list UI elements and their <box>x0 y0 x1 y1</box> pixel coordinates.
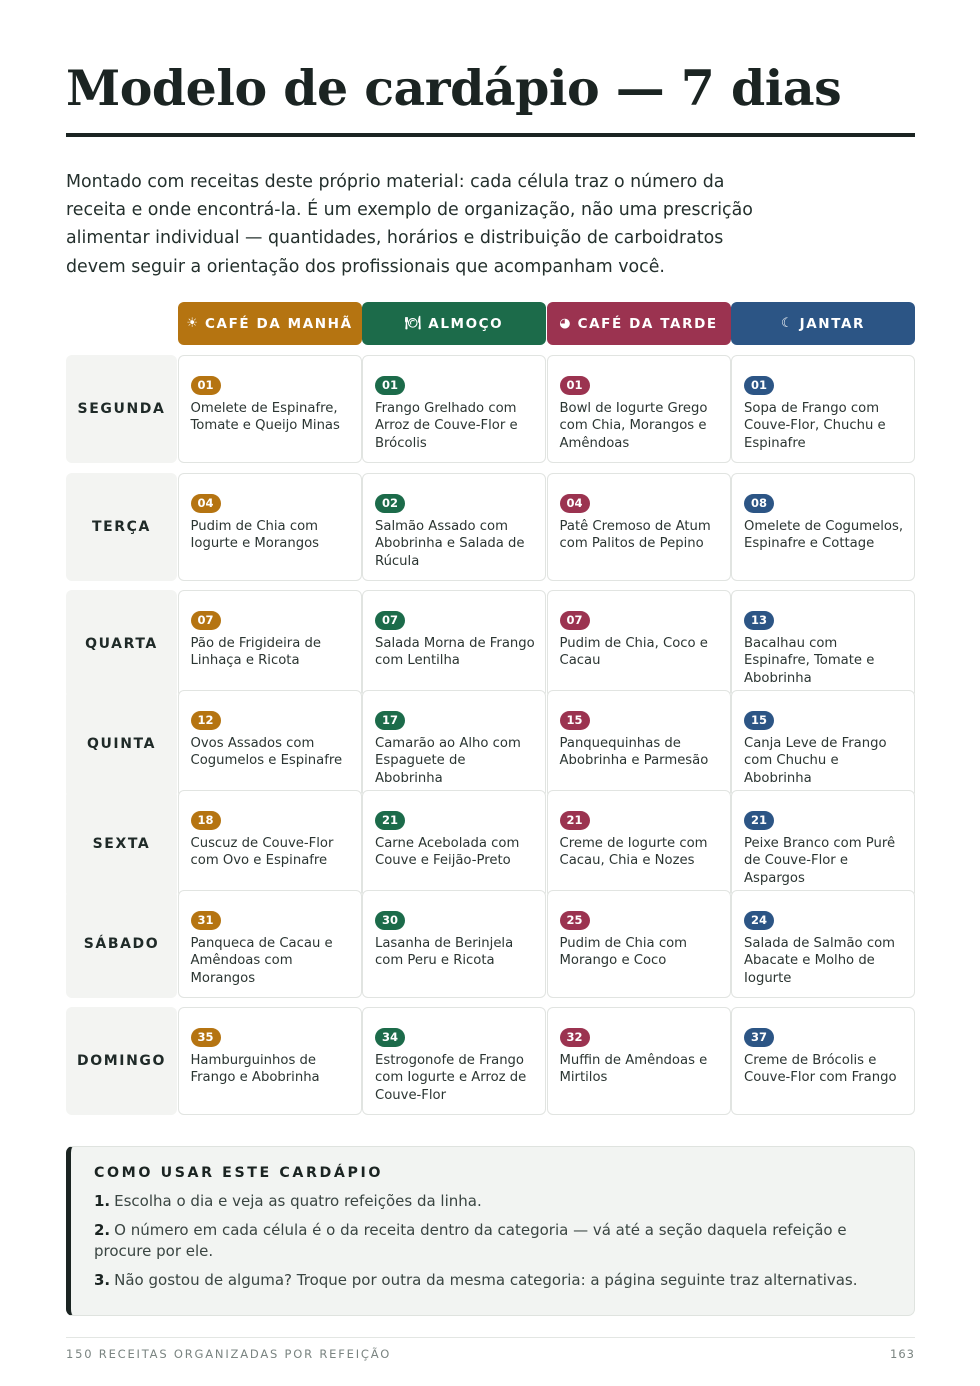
recipe-number-badge: 04 <box>191 494 221 513</box>
how-to-step <box>94 1270 870 1291</box>
menu-cell <box>547 355 731 463</box>
menu-cell <box>362 355 546 463</box>
recipe-number-badge: 01 <box>375 376 405 395</box>
menu-cell <box>731 590 915 698</box>
recipe-name: Salmão Assado com Abobrinha e Salada de Rúcula <box>375 519 525 569</box>
meal-header-dinner <box>731 302 915 345</box>
recipe-number-badge: 12 <box>191 711 221 730</box>
menu-cell <box>362 890 546 998</box>
moon-icon: ☾ <box>780 316 793 331</box>
how-to-box <box>66 1146 915 1316</box>
day-row <box>66 355 915 463</box>
recipe-name: Estrogonofe de Frango com Iogurte e Arroz de Couve-Flor <box>375 1053 527 1103</box>
menu-cell <box>547 690 731 798</box>
corner-spacer <box>66 302 177 345</box>
menu-cell <box>731 355 915 463</box>
menu-cell <box>178 590 362 698</box>
footer-divider <box>66 1337 915 1338</box>
recipe-number-badge: 25 <box>560 911 590 930</box>
recipe-number-badge: 35 <box>191 1028 221 1047</box>
recipe-number-badge: 30 <box>375 911 405 930</box>
recipe-name: Hamburguinhos de Frango e Abobrinha <box>190 1053 320 1086</box>
step-text: O número em cada célula é o da receita dentro da categoria — vá até a seção daquela refeição e procure por ele. <box>94 1221 847 1260</box>
menu-cell <box>731 690 915 798</box>
recipe-number-badge: 32 <box>560 1028 590 1047</box>
recipe-number-badge: 21 <box>560 811 590 830</box>
menu-cell <box>362 1007 546 1115</box>
recipe-number-badge: 34 <box>375 1028 405 1047</box>
recipe-number-badge: 07 <box>560 611 590 630</box>
recipe-number-badge: 24 <box>744 911 774 930</box>
recipe-name: Panqueca de Cacau e Amêndoas com Morangos <box>190 936 333 986</box>
recipe-name: Carne Acebolada com Couve e Feijão-Preto <box>375 836 520 869</box>
recipe-name: Camarão ao Alho com Espaguete de Abobrinha <box>375 736 521 786</box>
recipe-number-badge: 01 <box>560 376 590 395</box>
recipe-name: Sopa de Frango com Couve-Flor, Chuchu e Espinafre <box>744 401 886 451</box>
recipe-name: Salada Morna de Frango com Lentilha <box>375 636 535 669</box>
cup-icon: ◕ <box>559 316 571 331</box>
day-label: TERÇA <box>66 473 177 581</box>
meal-header-lunch <box>362 302 546 345</box>
recipe-number-badge: 31 <box>191 911 221 930</box>
meal-header-snack <box>547 302 731 345</box>
step-number: 3. <box>94 1271 111 1289</box>
recipe-name: Omelete de Espinafre, Tomate e Queijo Minas <box>190 401 340 434</box>
day-row <box>66 890 915 997</box>
day-label: DOMINGO <box>66 1007 177 1115</box>
menu-grid <box>66 302 915 1114</box>
meal-header-label: ALMOÇO <box>428 315 504 332</box>
menu-cell <box>731 890 915 998</box>
step-number: 1. <box>94 1192 111 1210</box>
menu-cell <box>362 473 546 581</box>
page-number: 163 <box>890 1347 915 1361</box>
recipe-name: Salada de Salmão com Abacate e Molho de Iogurte <box>744 936 895 986</box>
recipe-name: Lasanha de Berinjela com Peru e Ricota <box>375 936 514 969</box>
how-to-step <box>94 1220 870 1262</box>
day-label: SEGUNDA <box>66 355 177 463</box>
recipe-number-badge: 17 <box>375 711 405 730</box>
day-row <box>66 690 915 786</box>
menu-cell <box>547 1007 731 1115</box>
title-divider <box>66 133 915 137</box>
recipe-name: Omelete de Cogumelos, Espinafre e Cottage <box>744 519 904 552</box>
menu-cell <box>547 790 731 898</box>
recipe-name: Bowl de Iogurte Grego com Chia, Morangos e Amêndoas <box>559 401 708 451</box>
menu-cell <box>178 1007 362 1115</box>
recipe-name: Pudim de Chia, Coco e Cacau <box>559 636 708 669</box>
menu-cell <box>178 473 362 581</box>
recipe-name: Pudim de Chia com Iogurte e Morangos <box>190 519 320 552</box>
recipe-name: Cuscuz de Couve-Flor com Ovo e Espinafre <box>190 836 334 869</box>
recipe-name: Pão de Frigideira de Linhaça e Ricota <box>190 636 321 669</box>
day-row <box>66 790 915 886</box>
recipe-number-badge: 18 <box>191 811 221 830</box>
recipe-name: Canja Leve de Frango com Chuchu e Abobrinha <box>744 736 887 786</box>
menu-cell <box>362 690 546 798</box>
how-to-steps <box>94 1191 870 1291</box>
recipe-name: Bacalhau com Espinafre, Tomate e Abobrinha <box>744 636 875 686</box>
recipe-number-badge: 04 <box>560 494 590 513</box>
meal-header-row <box>66 302 915 345</box>
recipe-number-badge: 02 <box>375 494 405 513</box>
recipe-number-badge: 07 <box>191 611 221 630</box>
recipe-name: Frango Grelhado com Arroz de Couve-Flor e Brócolis <box>375 401 518 451</box>
day-row <box>66 473 915 580</box>
day-label: SEXTA <box>66 790 177 898</box>
dish-icon: 🍽 <box>404 316 422 331</box>
menu-cell <box>547 590 731 698</box>
menu-cell <box>547 473 731 581</box>
menu-cell <box>178 890 362 998</box>
sun-icon: ☀ <box>186 316 199 331</box>
recipe-name: Peixe Branco com Purê de Couve-Flor e Aspargos <box>744 836 896 886</box>
intro-paragraph: Montado com receitas deste próprio material: cada célula traz o número da receita e onde encontrá-la. É um exemplo de organização, não uma prescrição alimentar individual — quantidades, horários e distribuição de carboidratos devem seguir a orientação dos profissionais que acompanham você. <box>66 172 753 277</box>
page-title: Modelo de cardápio — 7 dias <box>66 59 842 117</box>
day-rows <box>66 355 915 1114</box>
recipe-name: Panquequinhas de Abobrinha e Parmesão <box>559 736 709 769</box>
meal-header-label: CAFÉ DA TARDE <box>577 315 718 332</box>
recipe-number-badge: 13 <box>744 611 774 630</box>
menu-cell <box>547 890 731 998</box>
recipe-name: Creme de Iogurte com Cacau, Chia e Nozes <box>559 836 708 869</box>
recipe-number-badge: 01 <box>191 376 221 395</box>
recipe-number-badge: 15 <box>560 711 590 730</box>
how-to-title: COMO USAR ESTE CARDÁPIO <box>94 1165 384 1181</box>
menu-cell <box>731 790 915 898</box>
menu-cell <box>731 473 915 581</box>
recipe-number-badge: 07 <box>375 611 405 630</box>
recipe-name: Patê Cremoso de Atum com Palitos de Pepino <box>559 519 711 552</box>
menu-cell <box>731 1007 915 1115</box>
meal-header-label: JANTAR <box>799 315 866 332</box>
footer-book-title: 150 RECEITAS ORGANIZADAS POR REFEIÇÃO <box>66 1347 392 1361</box>
recipe-number-badge: 21 <box>744 811 774 830</box>
recipe-name: Pudim de Chia com Morango e Coco <box>559 936 687 969</box>
meal-header-label: CAFÉ DA MANHÃ <box>205 315 353 332</box>
menu-cell <box>178 690 362 798</box>
day-row <box>66 590 915 686</box>
recipe-name: Ovos Assados com Cogumelos e Espinafre <box>190 736 343 769</box>
recipe-number-badge: 37 <box>744 1028 774 1047</box>
meal-header-breakfast <box>178 302 362 345</box>
menu-cell <box>178 355 362 463</box>
step-number: 2. <box>94 1221 111 1239</box>
recipe-name: Muffin de Amêndoas e Mirtilos <box>559 1053 708 1086</box>
menu-cell <box>362 590 546 698</box>
how-to-step <box>94 1191 870 1212</box>
step-text: Escolha o dia e veja as quatro refeições da linha. <box>114 1192 482 1210</box>
day-label: QUARTA <box>66 590 177 698</box>
recipe-number-badge: 21 <box>375 811 405 830</box>
menu-cell <box>178 790 362 898</box>
step-text: Não gostou de alguma? Troque por outra da mesma categoria: a página seguinte traz alternativas. <box>114 1271 858 1289</box>
menu-cell <box>362 790 546 898</box>
day-label: SÁBADO <box>66 890 177 998</box>
recipe-number-badge: 08 <box>744 494 774 513</box>
recipe-name: Creme de Brócolis e Couve-Flor com Frango <box>744 1053 897 1086</box>
recipe-number-badge: 15 <box>744 711 774 730</box>
day-label: QUINTA <box>66 690 177 798</box>
recipe-number-badge: 01 <box>744 376 774 395</box>
day-row <box>66 1007 915 1114</box>
